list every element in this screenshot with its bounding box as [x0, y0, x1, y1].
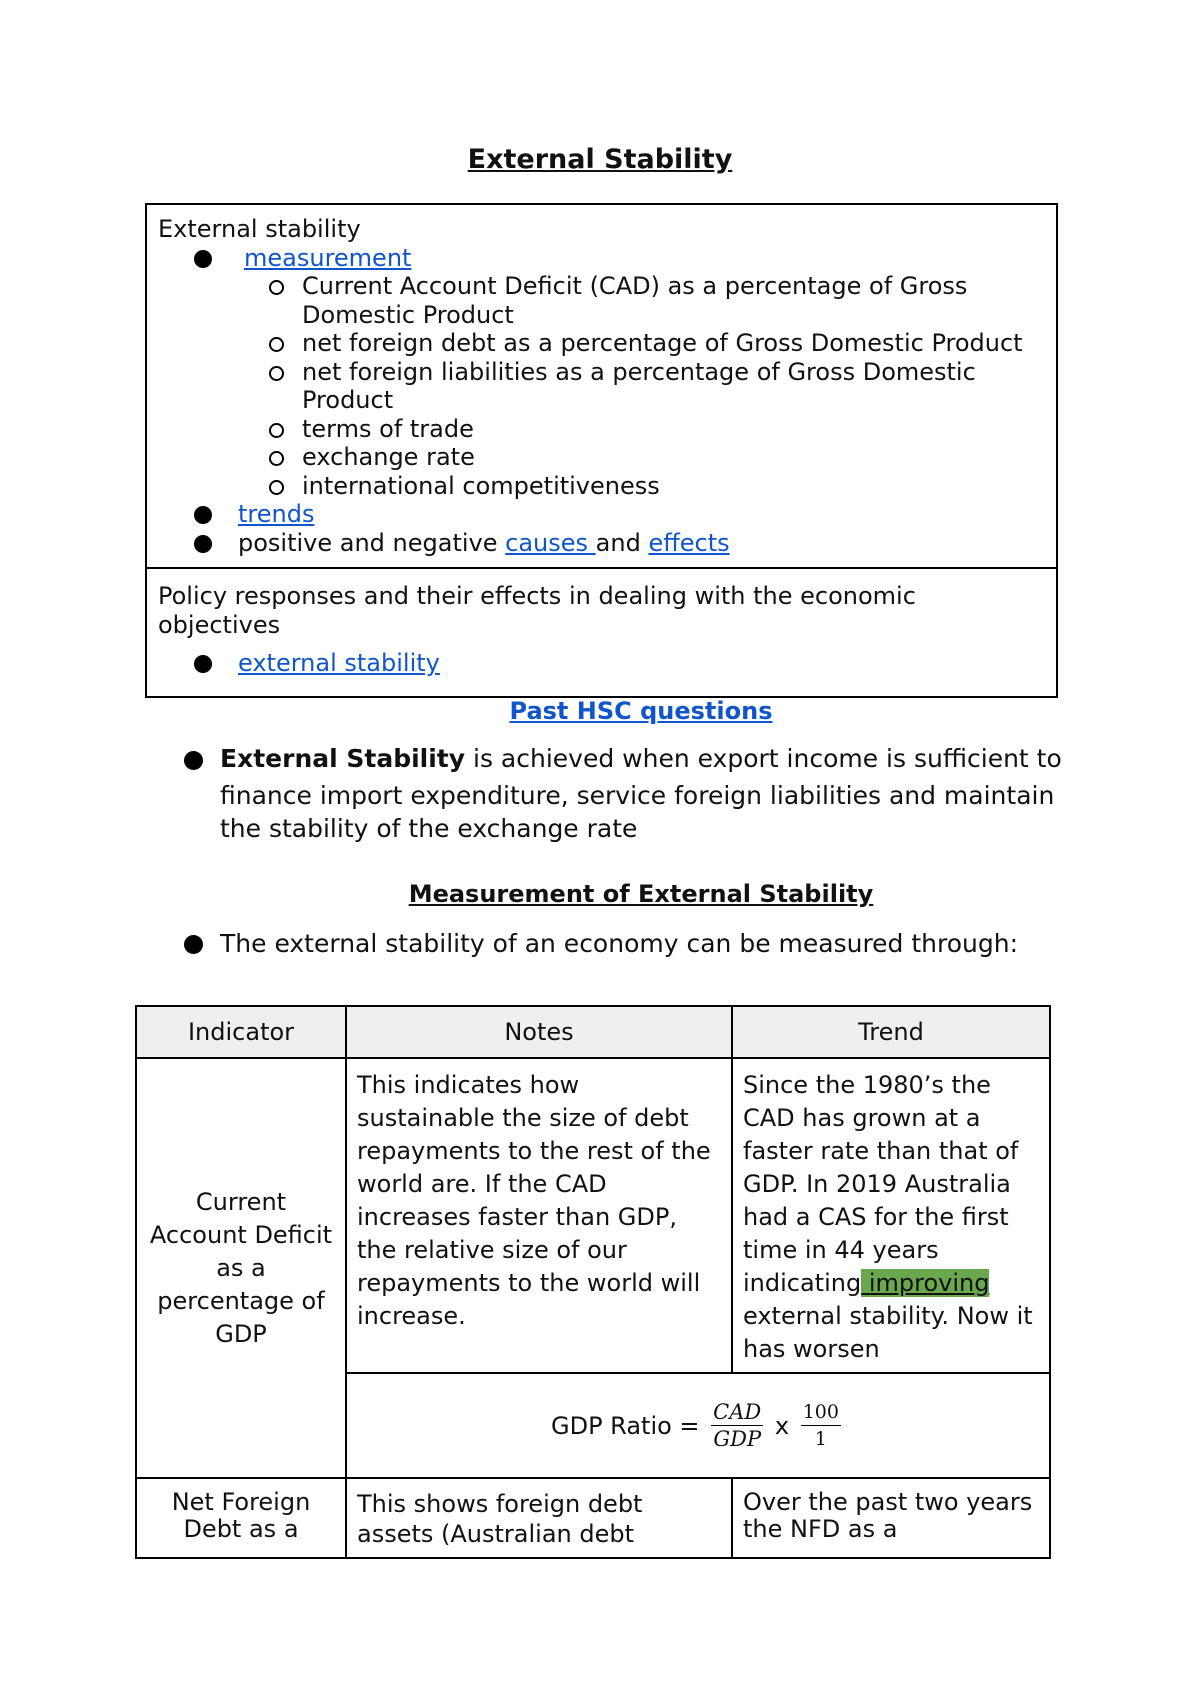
formula-label: GDP Ratio =: [551, 1411, 708, 1440]
notes-cell: [346, 1478, 732, 1558]
syllabus-outline-box: [145, 203, 1058, 698]
outline-section-external-stability: [147, 205, 1056, 569]
bullet-circle-icon: [269, 337, 284, 352]
notes-line: increases faster than GDP,: [357, 1203, 677, 1231]
trend-line: the NFD as a: [743, 1515, 898, 1543]
external-stability-link[interactable]: external stability: [238, 649, 440, 677]
subitem-text: Current Account Deficit (CAD) as a percentage of Gross: [302, 272, 968, 300]
trend-line: external stability. Now it: [743, 1302, 1033, 1330]
definition-term: External Stability: [220, 744, 466, 773]
effects-link[interactable]: effects: [648, 528, 730, 557]
notes-line: repayments to the world will: [357, 1269, 701, 1297]
formula-times: x: [767, 1411, 797, 1440]
outline-subitem: [158, 443, 1046, 472]
trend-line: CAD has grown at a: [743, 1104, 981, 1132]
outline-item-policy: [158, 649, 1046, 678]
fraction-numerator: CAD: [713, 1400, 762, 1424]
bullet-dot-icon: [194, 655, 212, 673]
formula-cell: [346, 1373, 1050, 1478]
notes-line: This shows foreign debt: [357, 1490, 643, 1518]
definition-text: finance import expenditure, service foreign liabilities and maintain: [220, 781, 1055, 810]
gdp-ratio-formula: [551, 1399, 845, 1452]
subitem-text: Domestic Product: [302, 300, 514, 329]
bullet-dot-icon: [194, 535, 212, 553]
subitem-text: net foreign debt as a percentage of Gross Domestic Product: [302, 329, 1023, 357]
bullet-circle-icon: [269, 280, 284, 295]
trend-line: faster rate than that of: [743, 1137, 1019, 1165]
header-indicator: Indicator: [136, 1006, 346, 1058]
causes-link[interactable]: causes: [505, 528, 596, 557]
table-row: [136, 1058, 1050, 1373]
measurement-intro: [184, 927, 1064, 960]
policy-heading-line: objectives: [158, 610, 281, 639]
definition-text: is achieved when export income is sufficient to: [465, 744, 1062, 773]
bullet-dot-icon: [194, 250, 212, 268]
measurement-link[interactable]: measurement: [244, 243, 412, 272]
subitem-text: terms of trade: [302, 414, 474, 443]
trends-link[interactable]: trends: [238, 500, 315, 528]
notes-line: repayments to the rest of the: [357, 1137, 711, 1165]
subitem-text: net foreign liabilities as a percentage of Gross Domestic: [302, 357, 976, 386]
subitem-text: international competitiveness: [302, 471, 660, 500]
outline-subitem: [158, 415, 1046, 444]
bullet-circle-icon: [269, 366, 284, 381]
outline-subitem: [158, 358, 1046, 415]
trend-line: Over the past two years: [743, 1488, 1033, 1516]
bullet-dot-icon: [194, 506, 212, 524]
header-notes: Notes: [346, 1006, 732, 1058]
trend-cell: [732, 1478, 1050, 1558]
causes-prefix-text: positive and negative: [238, 528, 506, 557]
outline-heading: External stability: [158, 215, 361, 243]
indicator-cell: [136, 1058, 346, 1478]
trend-line: GDP. In 2019 Australia: [743, 1170, 1011, 1198]
notes-line: increase.: [357, 1302, 466, 1330]
outline-item-trends: [158, 500, 1046, 529]
highlighted-word: improving: [861, 1269, 990, 1297]
indicator-line: Current: [195, 1187, 287, 1216]
fraction-cad-gdp: [711, 1399, 763, 1452]
outline-item-measurement: [158, 244, 1046, 273]
past-hsc-questions-link[interactable]: Past HSC questions: [509, 697, 773, 725]
measurement-intro-text: The external stability of an economy can be measured through:: [220, 929, 1019, 958]
subitem-text: exchange rate: [302, 443, 475, 471]
indicator-line: GDP: [215, 1319, 267, 1348]
header-trend: Trend: [732, 1006, 1050, 1058]
subitem-text: Product: [302, 386, 394, 414]
notes-cell: [346, 1058, 732, 1373]
table-row: [136, 1478, 1050, 1558]
indicator-line: Debt as a: [183, 1515, 299, 1543]
bullet-circle-icon: [269, 423, 284, 438]
outline-subitem: [158, 472, 1046, 501]
definition-paragraph: [184, 739, 1064, 845]
outline-item-causes-effects: [158, 529, 1046, 558]
fraction-denominator: GDP: [713, 1427, 762, 1451]
trend-line: has worsen: [743, 1335, 880, 1363]
indicator-line: Net Foreign: [171, 1488, 311, 1516]
notes-line: This indicates how: [357, 1071, 580, 1099]
page-title: External Stability: [467, 144, 733, 175]
fraction-denominator: 1: [814, 1428, 827, 1450]
indicator-line: Account Deficit: [149, 1220, 333, 1249]
notes-line: assets (Australian debt: [357, 1520, 635, 1548]
outline-subitem: [158, 272, 1046, 329]
table-header-row: [136, 1006, 1050, 1058]
notes-line: world are. If the CAD: [357, 1170, 607, 1198]
indicator-table: [135, 1005, 1051, 1559]
trend-line: Since the 1980’s the: [743, 1071, 991, 1099]
bullet-circle-icon: [269, 480, 284, 495]
trend-line: had a CAS for the first: [743, 1203, 1009, 1231]
causes-mid-text: and: [595, 528, 649, 557]
measurement-heading: Measurement of External Stability: [408, 880, 874, 908]
indicator-line: as a: [216, 1253, 266, 1282]
indicator-cell: [136, 1478, 346, 1558]
fraction-100-1: [801, 1399, 841, 1452]
bullet-dot-icon: [184, 751, 203, 770]
fraction-numerator: 100: [801, 1399, 841, 1426]
policy-heading: [158, 582, 1046, 639]
bullet-dot-icon: [184, 935, 203, 954]
notes-line: sustainable the size of debt: [357, 1104, 689, 1132]
bullet-circle-icon: [269, 451, 284, 466]
notes-line: the relative size of our: [357, 1236, 627, 1264]
outline-subitem: [158, 329, 1046, 358]
trend-cell: [732, 1058, 1050, 1373]
policy-heading-line: Policy responses and their effects in dealing with the economic: [158, 582, 916, 610]
trend-line: time in 44 years: [743, 1236, 939, 1264]
outline-section-policy: [147, 569, 1056, 696]
definition-text: the stability of the exchange rate: [220, 814, 638, 843]
trend-line: indicating: [743, 1269, 862, 1297]
indicator-line: percentage of: [157, 1286, 325, 1315]
